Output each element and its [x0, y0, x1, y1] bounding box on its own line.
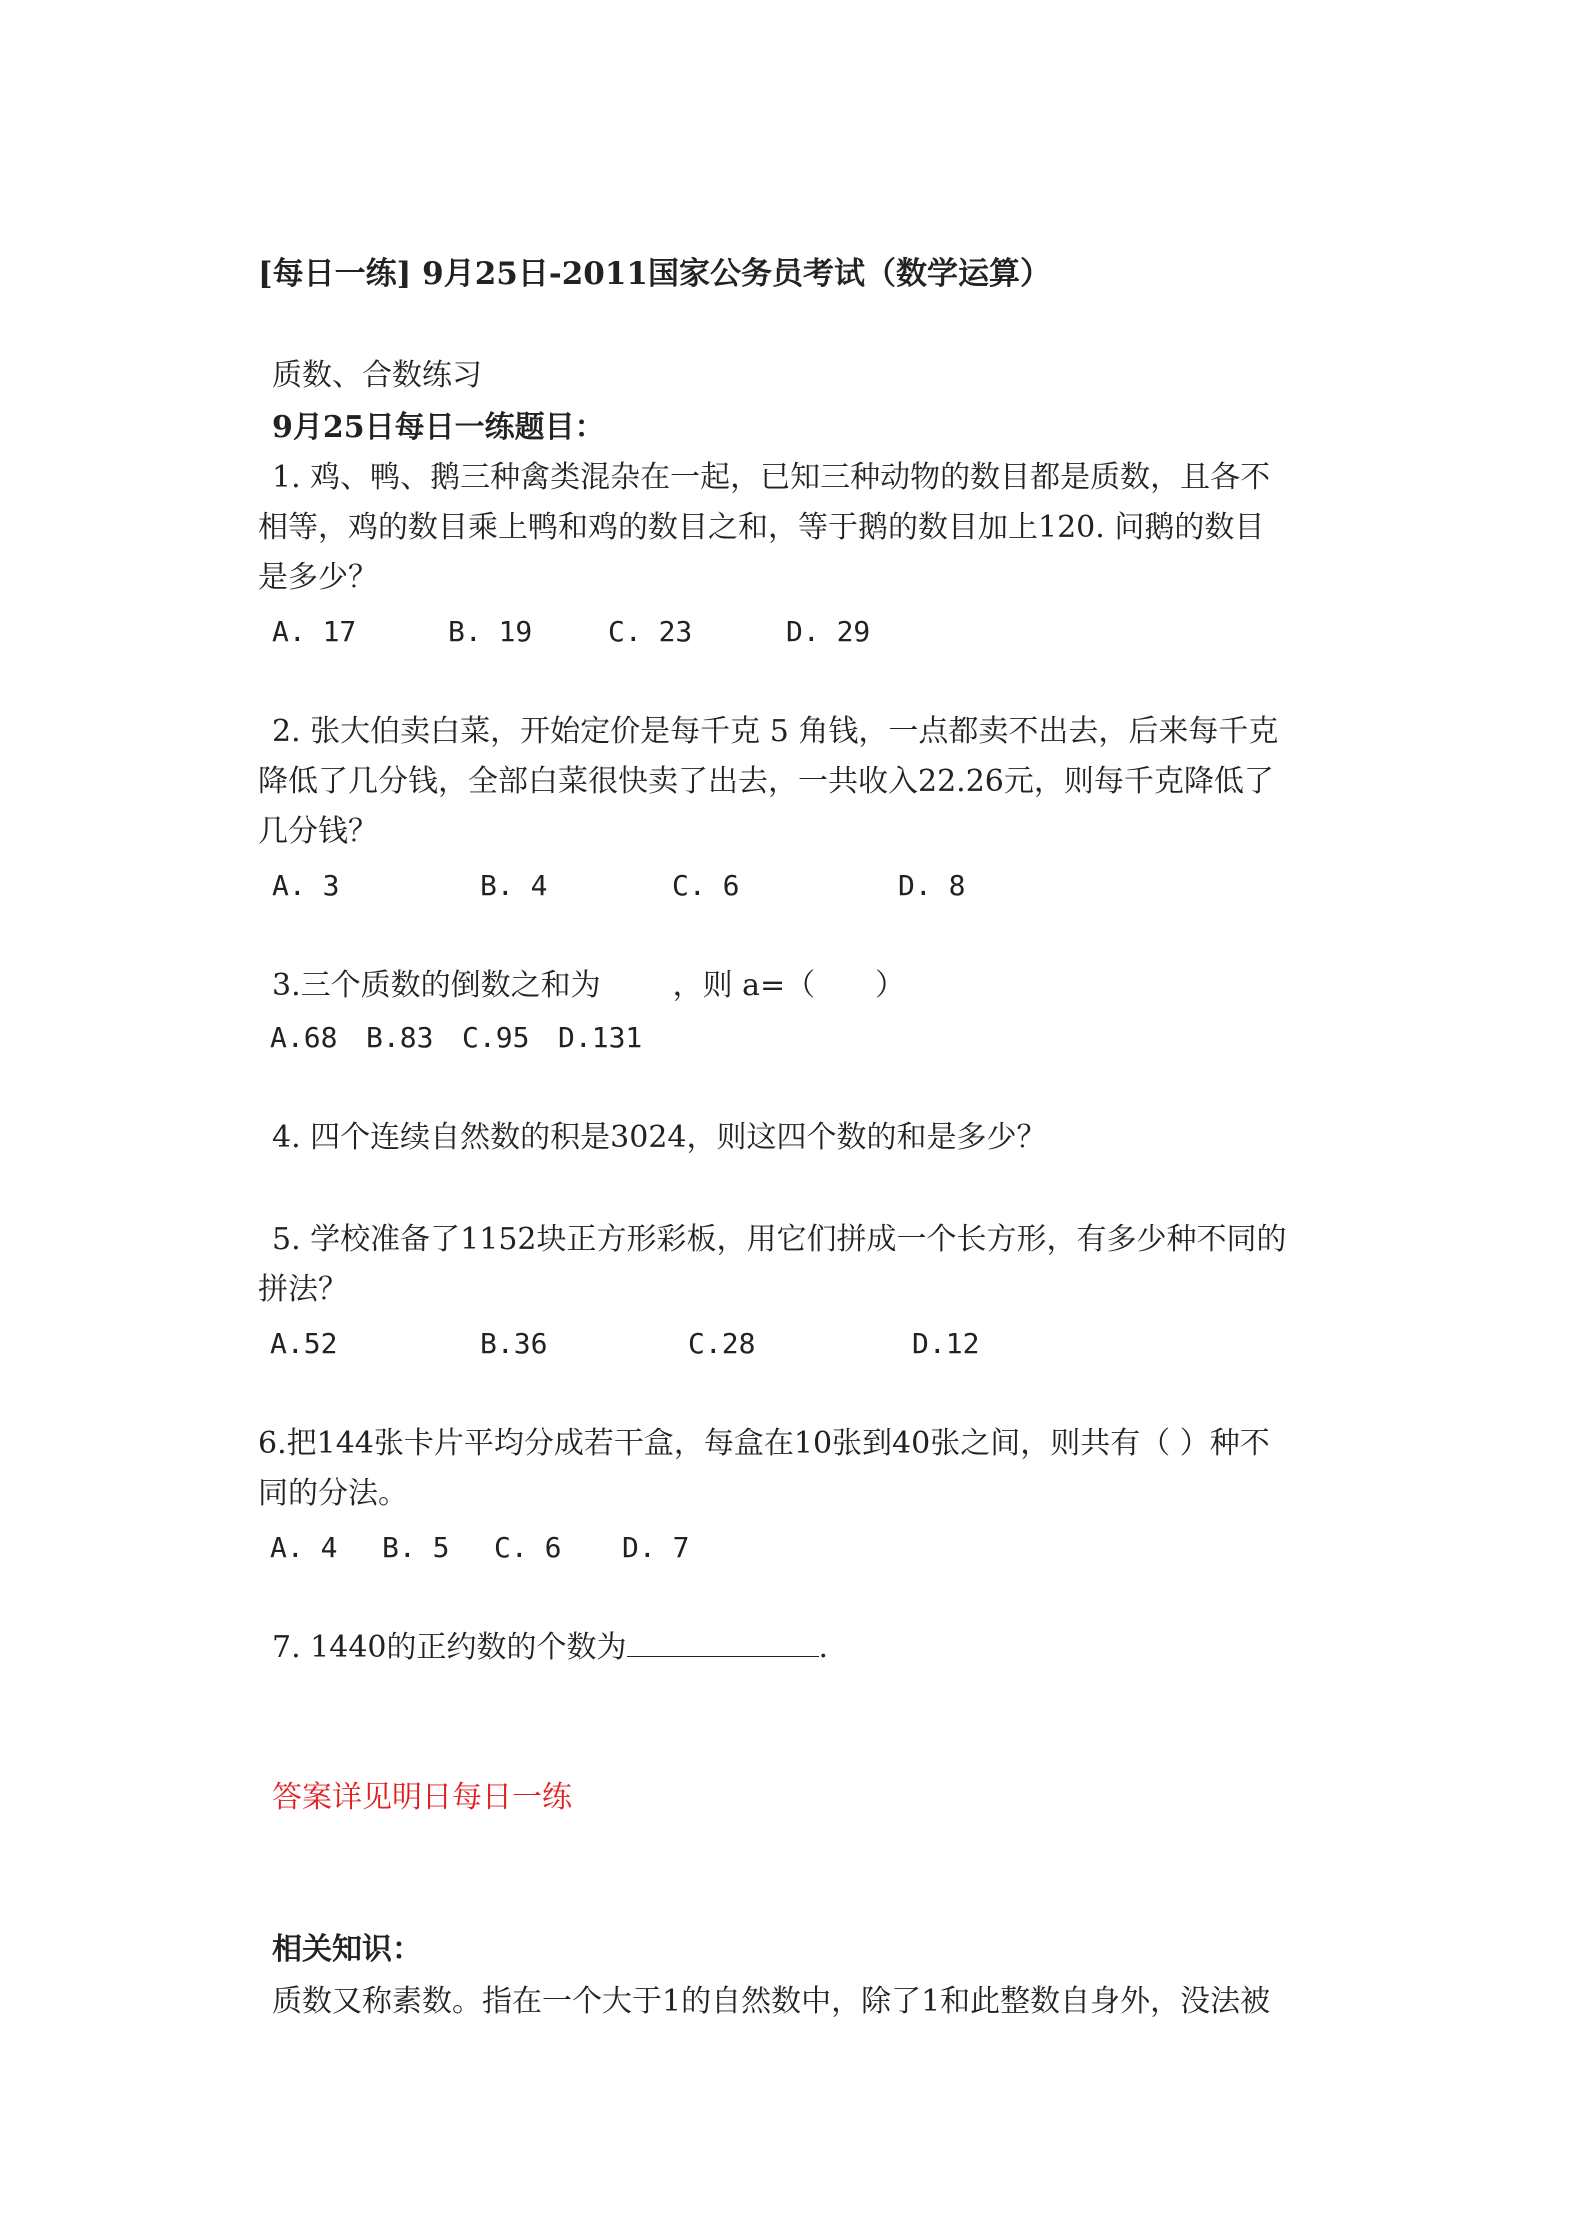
question-5-option-b: B.36: [480, 1327, 548, 1360]
question-3-text-a: 3.三个质数的倒数之和为: [272, 968, 601, 1003]
question-6-line-2: 同的分法。: [258, 1476, 408, 1511]
question-1-line-3: 是多少？: [258, 560, 378, 595]
question-1-line-1: 1. 鸡、鸭、鹅三种禽类混杂在一起，已知三种动物的数目都是质数，且各不: [272, 460, 1271, 495]
question-6-option-a: A. 4: [270, 1531, 338, 1564]
question-6-option-b: B. 5: [382, 1531, 450, 1564]
question-5-option-a: A.52: [270, 1327, 338, 1360]
section-subtitle: 质数、合数练习: [272, 358, 482, 393]
question-6-option-c: C. 6: [494, 1531, 562, 1564]
question-7-text-b: .: [818, 1630, 829, 1665]
question-2-option-a: A. 3: [272, 869, 340, 902]
question-2-option-d: D. 8: [898, 869, 966, 902]
question-5-line-2: 拼法？: [258, 1272, 348, 1307]
question-1-option-c: C. 23: [608, 615, 693, 648]
question-5-option-d: D.12: [912, 1327, 980, 1360]
question-2-line-1: 2. 张大伯卖白菜，开始定价是每千克 5 角钱，一点都卖不出去，后来每千克: [272, 714, 1279, 749]
question-1-line-2: 相等，鸡的数目乘上鸭和鸡的数目之和，等于鹅的数目加上120. 问鹅的数目: [258, 510, 1265, 545]
question-6-line-1: 6.把144张卡片平均分成若干盒，每盒在10张到40张之间，则共有（ ）种不: [258, 1426, 1270, 1461]
question-7-text-a: 7. 1440的正约数的个数为: [272, 1630, 627, 1665]
question-3-text-b: ，则 a=（ ）: [672, 968, 906, 1003]
question-3-option-b: B.83: [366, 1021, 434, 1054]
question-6-option-d: D. 7: [622, 1531, 690, 1564]
page-title: [每日一练] 9月25日-2011国家公务员考试（数学运算）: [258, 256, 1051, 292]
question-2-option-b: B. 4: [480, 869, 548, 902]
questions-heading: 9月25日每日一练题目：: [272, 410, 605, 445]
question-1-option-b: B. 19: [448, 615, 533, 648]
question-1-option-d: D. 29: [786, 615, 871, 648]
question-2-line-2: 降低了几分钱，全部白菜很快卖了出去，一共收入22.26元，则每千克降低了: [258, 764, 1274, 799]
question-2-option-c: C. 6: [672, 869, 740, 902]
answer-blank: [627, 1628, 819, 1657]
question-3-option-a: A.68: [270, 1021, 338, 1054]
related-knowledge-text: 质数又称素数。指在一个大于1的自然数中，除了1和此整数自身外，没法被: [272, 1984, 1271, 2019]
question-5-option-c: C.28: [688, 1327, 756, 1360]
question-4-line-1: 4. 四个连续自然数的积是3024，则这四个数的和是多少？: [272, 1120, 1047, 1155]
related-knowledge-heading: 相关知识：: [272, 1932, 422, 1967]
question-3-text: [272, 966, 905, 1006]
answer-note: 答案详见明日每日一练: [272, 1780, 572, 1815]
question-5-line-1: 5. 学校准备了1152块正方形彩板，用它们拼成一个长方形，有多少种不同的: [272, 1222, 1287, 1257]
question-1-option-a: A. 17: [272, 615, 357, 648]
question-3-option-c: C.95: [462, 1021, 530, 1054]
question-7-line: [272, 1628, 828, 1668]
question-2-line-3: 几分钱？: [258, 814, 378, 849]
question-3-option-d: D.131: [558, 1021, 643, 1054]
